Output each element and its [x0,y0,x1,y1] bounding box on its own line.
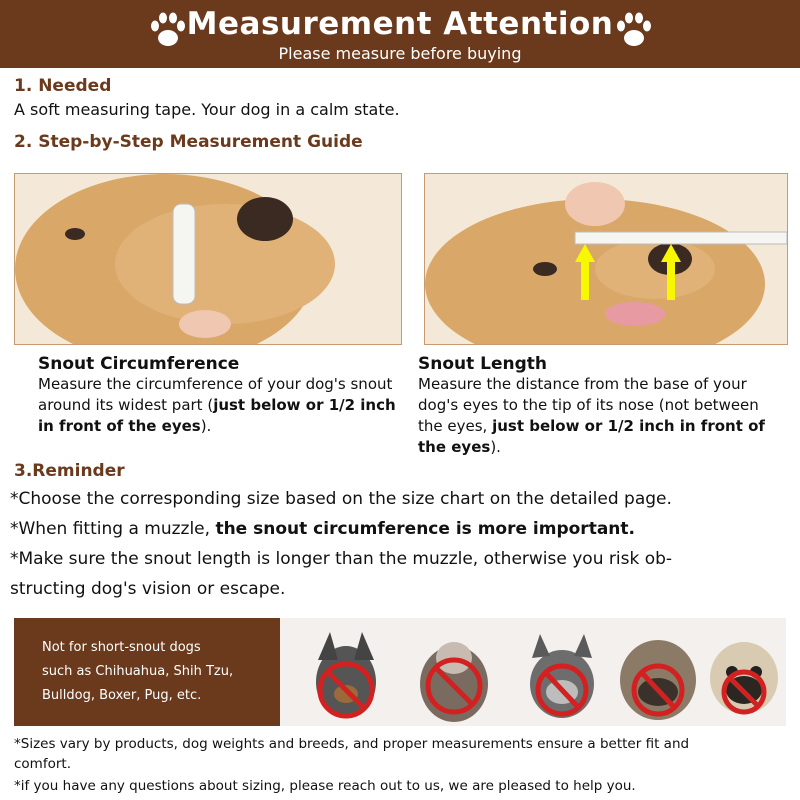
bulldog-prohibited-icon [516,630,608,722]
reminder-line-4: structing dog's vision or escape. [10,579,286,599]
boxer-prohibited-icon [612,630,704,722]
short-snout-warning-banner [14,618,786,726]
pug-prohibited-icon [698,630,790,722]
section-heading-reminder: 3.Reminder [14,461,125,481]
snout-circumference-photo [14,173,402,345]
needed-text: A soft measuring tape. Your dog in a calm state. [14,100,400,119]
banner-line-1: Not for short-snout dogs [42,640,201,655]
banner-line-3: Bulldog, Boxer, Pug, etc. [42,688,202,703]
snout-length-desc: Measure the distance from the base of your dog's eyes to the tip of its nose (not between the eyes, just below or 1/2 inch in front of the eyes). [418,375,765,456]
banner-text-panel [14,618,280,726]
reminder-line-2: *When fitting a muzzle, the snout circumference is more important. [10,519,635,539]
footnote-line-3: *if you have any questions about sizing, please reach out to us, we are pleased to help you. [14,778,636,794]
reminder-line-3: *Make sure the snout length is longer than the muzzle, otherwise you risk ob- [10,549,673,569]
reminder-line-1: *Choose the corresponding size based on the size chart on the detailed page. [10,489,672,509]
section-heading-guide: 2. Step-by-Step Measurement Guide [14,132,363,152]
snout-length-photo [424,173,788,345]
footnote-line-1: *Sizes vary by products, dog weights and breeds, and proper measurements ensure a better fit and [14,736,690,752]
footnote-line-2: comfort. [14,756,71,772]
dog-snout-length-illustration [425,174,787,344]
snout-circumference-title: Snout Circumference [38,354,240,374]
chihuahua-prohibited-icon [300,630,392,722]
dog-snout-circumference-illustration [15,174,401,344]
page-subtitle: Please measure before buying [278,44,522,63]
snout-length-title: Snout Length [418,354,548,374]
section-heading-needed: 1. Needed [14,76,112,96]
shih-tzu-prohibited-icon [408,630,500,722]
banner-line-2: such as Chihuahua, Shih Tzu, [42,664,234,679]
snout-circumference-desc: Measure the circumference of your dog's snout around its widest part (just below or 1/2 inch in front of the eyes). [38,375,396,435]
page-title: Measurement Attention [186,6,614,42]
header-banner [0,0,800,68]
